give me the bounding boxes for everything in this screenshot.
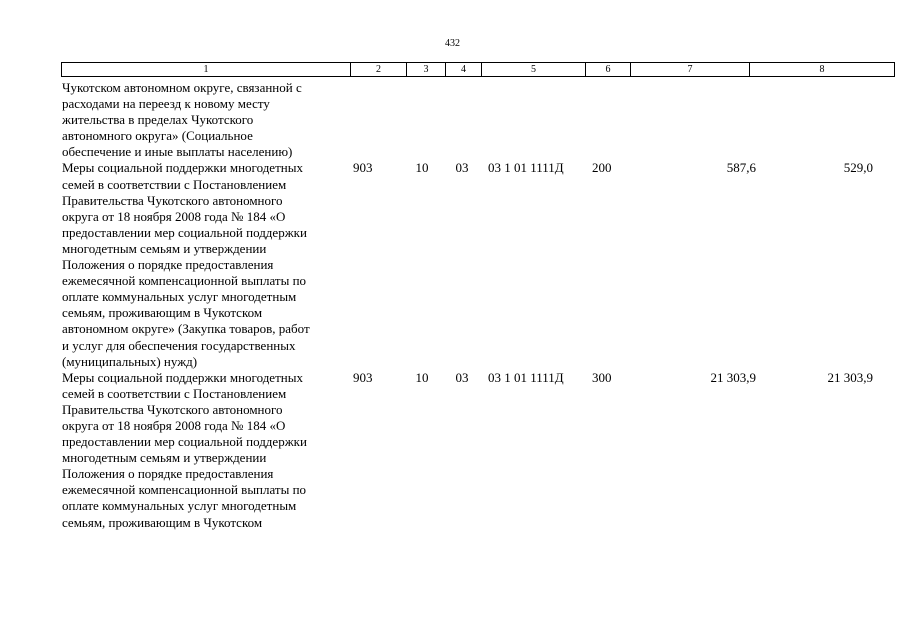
row-description: Меры социальной поддержки многодетных семей в соответствии с Постановлением Правительства Чукотского автономного округа от 18 ноября 2008 года № 184 «О предоставлении мер социальной поддержки многодетным семьям и утверждении Положения о порядке предоставления ежемесячной компенсационной выплаты по оплате коммунальных услуг многодетным семьям, проживающим в Чукотском <box>62 369 307 530</box>
table-row <box>61 370 894 531</box>
column-number-8: 8 <box>750 63 895 77</box>
column-number-7: 7 <box>631 63 750 77</box>
section-code: 10 <box>415 369 429 385</box>
table-row <box>61 160 894 369</box>
page-number: 432 <box>445 38 460 49</box>
section-code: 10 <box>415 160 429 176</box>
expense-type-code: 200 <box>592 160 612 176</box>
subsection-code: 03 <box>455 160 469 176</box>
budget-table-body <box>61 80 894 531</box>
amount-column-8: 21 303,9 <box>827 369 873 385</box>
amount-column-7: 587,6 <box>726 160 756 176</box>
target-article-code: 03 1 01 1111Д <box>488 160 564 176</box>
ministry-code: 903 <box>353 160 373 176</box>
column-number-2: 2 <box>351 63 407 77</box>
column-number-3: 3 <box>407 63 446 77</box>
row-description: Чукотском автономном округе, связанной с расходами на переезд к новому месту жительства в пределах Чукотского автономного округа» (Социальное обеспечение и иные выплаты населению) <box>62 80 302 160</box>
expense-type-code: 300 <box>592 369 612 385</box>
ministry-code: 903 <box>353 369 373 385</box>
column-number-4: 4 <box>446 63 482 77</box>
amount-column-8: 529,0 <box>843 160 873 176</box>
column-number-6: 6 <box>586 63 631 77</box>
column-number-1: 1 <box>62 63 351 77</box>
amount-column-7: 21 303,9 <box>710 369 756 385</box>
row-description: Меры социальной поддержки многодетных семей в соответствии с Постановлением Правительства Чукотского автономного округа от 18 ноября 2008 года № 184 «О предоставлении мер социальной поддержки многодетным семьям и утверждении Положения о порядке предоставления ежемесячной компенсационной выплаты по оплате коммунальных услуг многодетным семьям, проживающим в Чукотском автономном округе» (Закупка товаров, работ и услуг для обеспечения государственных (муниципальных) нужд) <box>62 160 310 369</box>
table-row <box>61 80 894 160</box>
target-article-code: 03 1 01 1111Д <box>488 369 564 385</box>
subsection-code: 03 <box>455 369 469 385</box>
column-number-5: 5 <box>482 63 586 77</box>
column-header-table <box>61 62 895 77</box>
column-number-row <box>62 63 895 77</box>
